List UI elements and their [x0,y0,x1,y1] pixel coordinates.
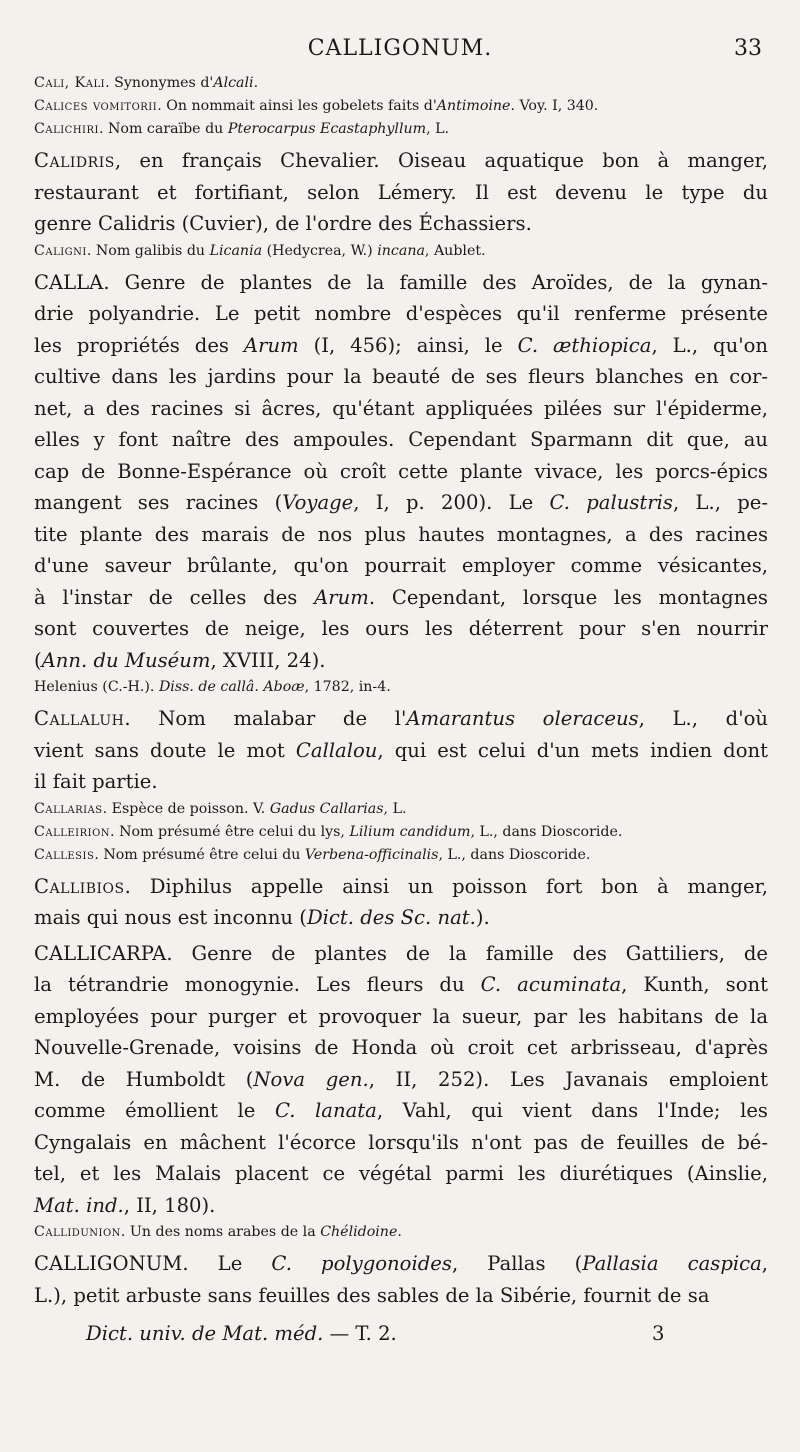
italic-term: C. acuminata [480,973,622,996]
entry-calichiri [34,118,768,141]
text-run: Helenius (C.-H.). [34,679,159,695]
text-run: tite plante des marais de nos plus hautes montagnes, a des racines [34,522,768,546]
text-run: tel, et les Malais placent ce végétal parmi les diurétiques (Ainslie, [34,1162,768,1185]
text-run: . On nommait ainsi les gobelets faits d' [157,98,437,114]
text-run: , Kunth, sont [621,973,768,996]
text-run: , 1782, in-4. [304,679,391,695]
text-run: mangent ses racines ( [34,491,283,514]
headword: Calidris [34,149,115,172]
text-run: les propriétés des [34,333,244,357]
text-run: , L., dans Dioscoride. [470,823,623,840]
text-run: (I, 456); ainsi, le [298,333,518,357]
text-run: . Nom galibis du [86,242,210,259]
italic-term: Arum [314,585,369,609]
italic-term: Mat. ind. [34,1193,124,1217]
entry-calleirion [34,821,768,844]
text-run: . Cependant, lorsque les montagnes [368,585,768,609]
headword: Callibios [34,874,125,898]
entry-line [34,424,768,456]
text-run: Nouvelle-Grenade, voisins de Honda où croit cet arbrisseau, d'après [34,1036,768,1059]
italic-term: Licania [209,242,263,259]
entry-caligni [34,240,768,263]
entry-callidunion [34,1221,768,1244]
text-run: , II, 252). Les Javanais emploient [368,1067,769,1091]
text-run: . [253,75,259,91]
entry-callibios [34,871,768,934]
entry-line [34,118,768,141]
entry-line [34,703,768,735]
text-run: restaurant et fortifiant, selon Lémery. Il est devenu le type du [34,180,768,204]
text-run: Cyngalais en mâchent l'écorce lorsqu'ils n'ont pas de feuilles de bé- [34,1130,768,1154]
entry-line [34,519,768,551]
entry-line [34,766,768,798]
text-run: , L., d'où [638,707,768,730]
headword: Caligni [34,242,87,259]
entry-line [34,676,768,699]
entry-line [34,1001,768,1033]
entry-helenius [34,676,768,699]
signature-volume: — T. 2. [329,1322,397,1345]
italic-term: incana [377,242,425,259]
italic-term: Voyage [282,491,354,514]
text-run: , L. [426,121,450,137]
entry-line [34,902,768,934]
entry-line [34,298,768,330]
headword: Callarias [34,800,103,817]
text-run: ( [34,648,42,672]
page-number: 33 [734,36,762,61]
italic-term: Pterocarpus Ecastaphyllum [227,121,427,137]
entry-line [34,177,768,209]
entry-line [34,938,768,970]
text-run: genre Calidris (Cuvier), de l'ordre des Échassiers. [34,212,532,235]
italic-term: Gadus Callarias [269,800,384,817]
text-run: sont couvertes de neige, les ours les déterrent pour s'en nourrir [34,617,768,640]
entry-line [34,145,768,177]
text-run: (Hedycrea, W.) [262,242,378,259]
text-run: . Voy. I, 340. [510,98,599,114]
headword: Callidunion [34,1224,121,1240]
entry-line [34,1280,768,1312]
italic-term: C. æthiopica [517,333,652,357]
headword: Calichiri [34,121,99,137]
text-run: , en français Chevalier. Oiseau aquatique bon à manger, [114,149,768,172]
text-run: . Nom présumé être celui du lys, [110,823,350,840]
text-run: , L., qu'on [651,333,769,357]
entry-line [34,1221,768,1244]
italic-term: Amarantus oleraceus [406,707,639,730]
entry-line [34,613,768,645]
text-run: cultive dans les jardins pour la beauté de ses fleurs blanches en cor- [34,365,768,388]
entry-calices [34,95,768,118]
text-run: , Vahl, qui vient dans l'Inde; les [376,1099,768,1122]
entry-line [34,871,768,903]
entry-line [34,969,768,1001]
entry-line [34,1127,768,1159]
entry-line [34,844,768,867]
entry-line [34,95,768,118]
text-run: L.), petit arbuste sans feuilles des sables de la Sibérie, fournit de sa [34,1283,710,1307]
entry-cali [34,72,768,95]
italic-term: Verbena-officinalis [304,846,439,863]
text-run: cap de Bonne-Espérance où croît cette plante vivace, les porcs-épics [34,459,768,483]
entry-line [34,330,768,362]
entry-line [34,267,768,299]
entry-line [34,735,768,767]
text-run: CALLIGONUM. Le [34,1252,272,1275]
text-run: d'une saveur brûlante, qu'on pourrait employer comme vésicantes, [34,554,768,577]
italic-term: Antimoine [436,98,511,114]
text-run: . Espèce de poisson. V. [102,800,270,817]
italic-term: C. palustris [549,491,673,514]
text-run: , II, 180). [123,1193,216,1217]
entry-line [34,1095,768,1127]
text-run: employées pour purger et provoquer la sueur, par les habitans de la [34,1004,768,1028]
italic-term: Lilium candidum [349,823,471,840]
italic-term: Pallasia caspica [582,1252,762,1275]
headword: Calices vomitorii [34,98,158,114]
italic-term: C. polygonoides [271,1252,452,1275]
text-run: CALLICARPA. Genre de plantes de la famille des Gattiliers, de [34,941,768,965]
entry-calidris [34,145,768,240]
text-run: , qui est celui d'un mets indien dont [377,738,768,762]
entry-line [34,72,768,95]
entry-line [34,1190,768,1222]
signature-title: Dict. univ. de Mat. méd. [86,1322,324,1345]
signature-mark [86,1322,397,1345]
text-run: il fait partie. [34,770,158,793]
page-header [0,36,800,66]
entry-line [34,1064,768,1096]
entry-line [34,550,768,582]
text-run: . Nom présumé être celui du [94,846,305,863]
text-run: mais qui nous est inconnu ( [34,906,307,929]
folio-number: 3 [652,1322,665,1345]
text-run: , L., dans Dioscoride. [438,846,591,863]
italic-term: C. lanata [274,1099,377,1122]
entry-line [34,821,768,844]
text-run: net, a des racines si âcres, qu'étant appliquées pilées sur l'épiderme, [34,396,768,420]
entry-callaluh [34,703,768,798]
text-run: , XVIII, 24). [210,648,326,672]
italic-term: Dict. des Sc. nat. [306,906,476,929]
dictionary-body [34,72,768,1311]
entry-line [34,208,768,240]
text-run: , L., pe- [673,491,768,514]
entry-line [34,582,768,614]
entry-calla [34,267,768,677]
entry-callarias [34,798,768,821]
page-footer [0,1322,800,1352]
entry-callicarpa [34,938,768,1222]
italic-term: Nova gen. [253,1067,369,1091]
text-run: ). [475,906,490,929]
text-run: , [761,1252,769,1275]
text-run: vient sans doute le mot [34,738,296,762]
text-run: CALLA. Genre de plantes de la famille des Aroïdes, de la gynan- [34,270,768,294]
text-run: . Un des noms arabes de la [120,1224,321,1240]
headword: Calleirion [34,823,111,840]
text-run: à l'instar de celles des [34,585,315,609]
text-run: elles y font naître des ampoules. Cependant Sparmann dit que, au [34,428,768,451]
text-run: la tétrandrie monogynie. Les fleurs du [34,973,481,996]
entry-line [34,798,768,821]
entry-line [34,1032,768,1064]
italic-term: Alcali [213,75,254,91]
headword: Callaluh [34,707,125,730]
text-run: , Pallas ( [451,1252,583,1275]
entry-line [34,393,768,425]
text-run: . Nom malabar de l' [124,707,407,730]
entry-callesis [34,844,768,867]
text-run: comme émollient le [34,1099,275,1122]
text-run: . [397,1224,402,1240]
entry-line [34,487,768,519]
italic-term: Arum [243,333,299,357]
text-run: , Aublet. [424,242,486,259]
text-run: drie polyandrie. Le petit nombre d'espèces qu'il renferme présente [34,302,768,325]
entry-line [34,645,768,677]
entry-calligonum [34,1248,768,1311]
entry-line [34,361,768,393]
text-run: . Nom caraïbe du [98,121,228,137]
entry-line [34,240,768,263]
entry-line [34,1248,768,1280]
italic-term: Chélidoine [320,1224,398,1240]
italic-term: Ann. du Muséum [41,648,211,672]
headword: Cali, Kali [34,75,106,91]
text-run: . Synonymes d' [105,75,214,91]
text-run: , I, p. 200). Le [353,491,550,514]
running-title: CALLIGONUM. [307,36,493,61]
italic-term: Diss. de callâ. Aboæ [158,679,305,695]
headword: Callesis [34,846,95,863]
entry-line [34,1158,768,1190]
italic-term: Callalou [295,738,378,762]
text-run: M. de Humboldt ( [34,1067,254,1091]
entry-line [34,456,768,488]
text-run: , L. [383,800,407,817]
text-run: . Diphilus appelle ainsi un poisson fort bon à manger, [124,874,768,898]
